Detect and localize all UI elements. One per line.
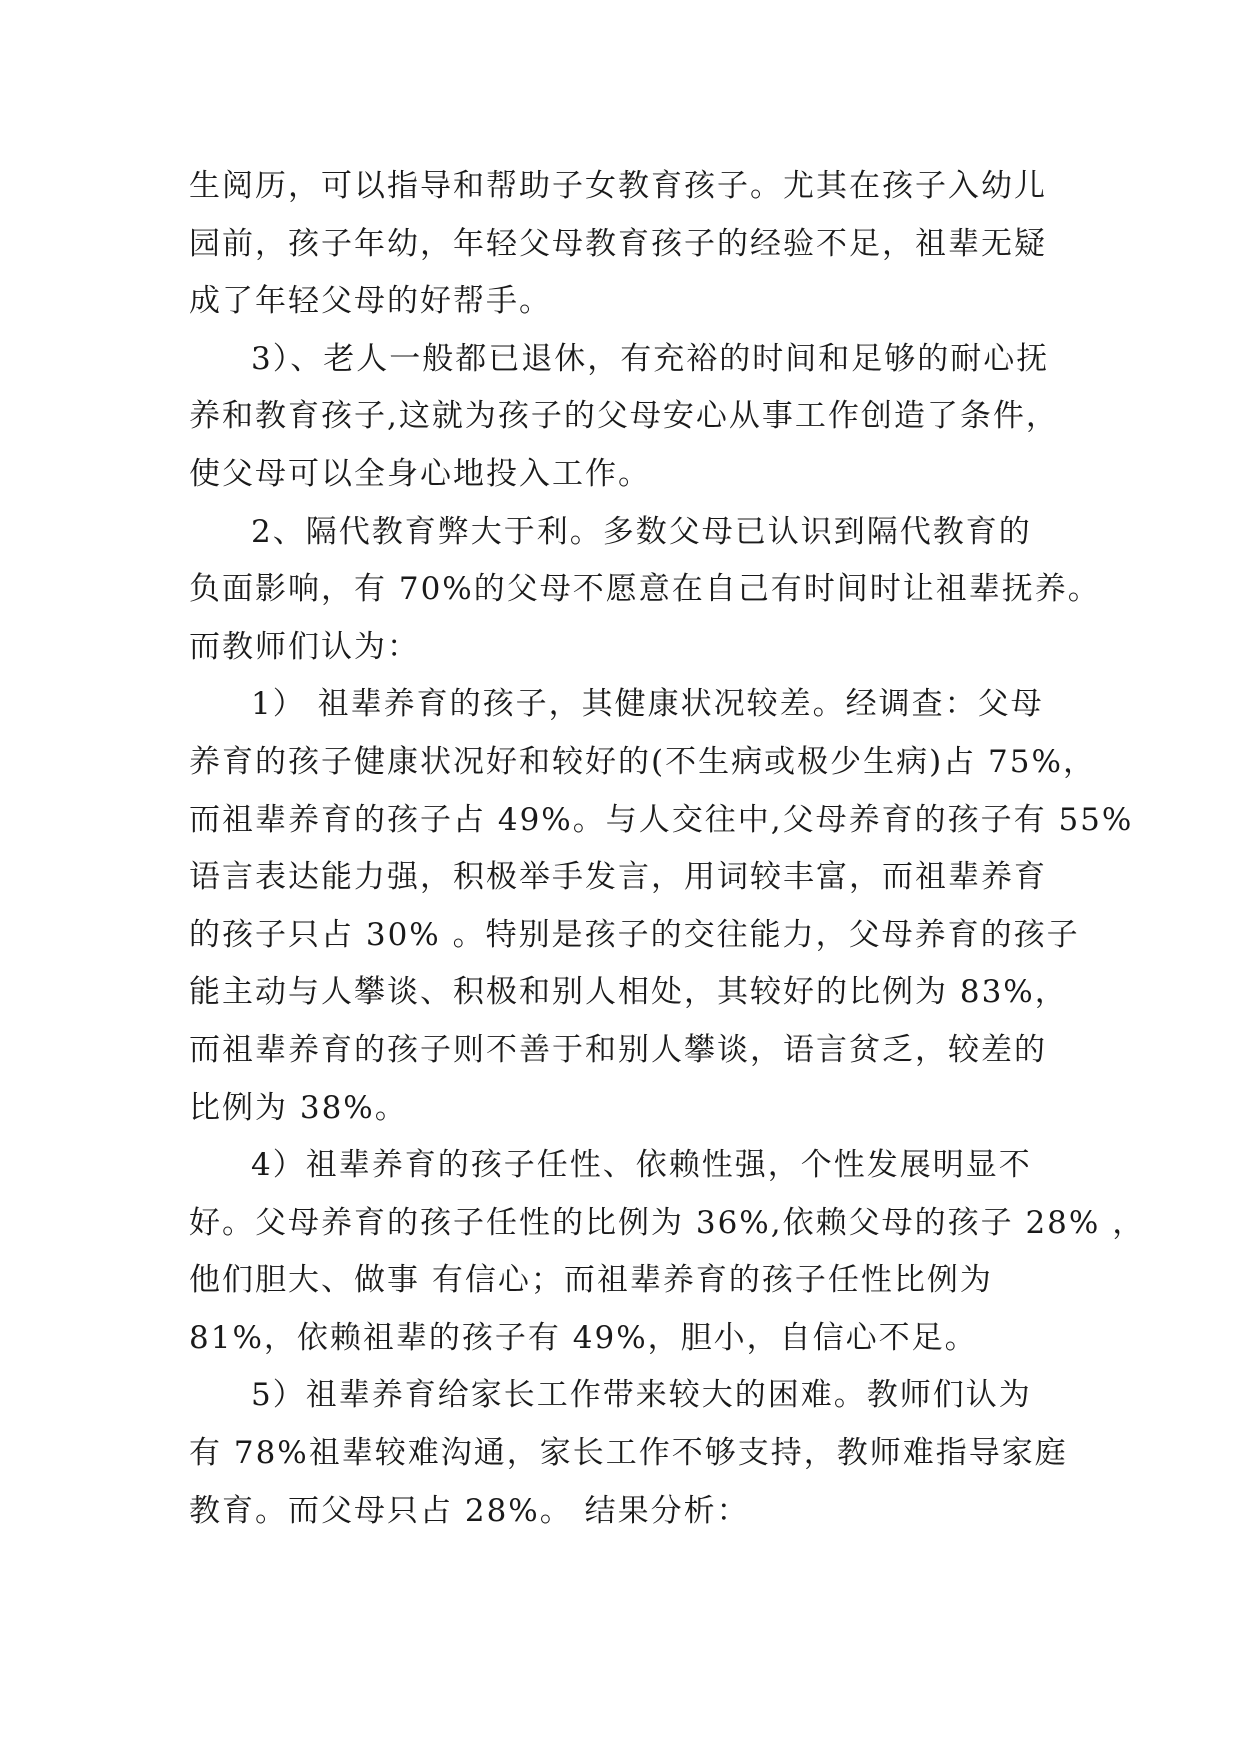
text-line: 比例为 38%。 <box>189 1089 408 1126</box>
text-line: 养育的孩子健康状况好和较好的(不生病或极少生病)占 75%， <box>189 743 1096 780</box>
text-line: 成了年轻父母的好帮手。 <box>189 283 552 320</box>
text-line: 而祖辈养育的孩子占 49%。与人交往中,父母养育的孩子有 55% <box>189 801 1134 838</box>
text-line: 2、隔代教育弊大于利。多数父母已认识到隔代教育的 <box>251 513 1032 550</box>
text-line: 养和教育孩子,这就为孩子的父母安心从事工作创造了条件， <box>189 398 1059 435</box>
text-line: 1） 祖辈养育的孩子，其健康状况较差。经调查：父母 <box>251 686 1044 723</box>
text-line: 的孩子只占 30% 。特别是孩子的交往能力，父母养育的孩子 <box>189 916 1080 953</box>
text-line: 教育。而父母只占 28%。 结果分析： <box>189 1492 750 1529</box>
text-line: 能主动与人攀谈、积极和别人相处，其较好的比例为 83%， <box>189 974 1068 1011</box>
text-line: 4）祖辈养育的孩子任性、依赖性强，个性发展明显不 <box>251 1147 1032 1184</box>
text-line: 而教师们认为： <box>189 628 420 665</box>
text-line: 负面影响，有 70%的父母不愿意在自己有时间时让祖辈抚养。 <box>189 571 1101 608</box>
text-line: 生阅历，可以指导和帮助子女教育孩子。尤其在孩子入幼儿 <box>189 168 1047 204</box>
text-line: 有 78%祖辈较难沟通，家长工作不够支持，教师难指导家庭 <box>189 1435 1068 1472</box>
text-line: 3）、老人一般都已退休，有充裕的时间和足够的耐心抚 <box>251 340 1050 377</box>
text-line: 而祖辈养育的孩子则不善于和别人攀谈，语言贫乏，较差的 <box>189 1031 1047 1068</box>
text-line: 语言表达能力强，积极举手发言，用词较丰富，而祖辈养育 <box>189 859 1047 896</box>
text-line: 使父母可以全身心地投入工作。 <box>189 455 651 492</box>
text-line: 他们胆大、做事 有信心；而祖辈养育的孩子任性比例为 <box>189 1262 993 1299</box>
text-line: 好。父母养育的孩子任性的比例为 36%,依赖父母的孩子 28% ， <box>189 1204 1146 1241</box>
document-body-text <box>189 158 1146 1540</box>
text-line: 园前，孩子年幼，年轻父母教育孩子的经验不足，祖辈无疑 <box>189 225 1047 262</box>
text-line: 81%，依赖祖辈的孩子有 49%，胆小，自信心不足。 <box>189 1319 978 1356</box>
text-line: 5）祖辈养育给家长工作带来较大的困难。教师们认为 <box>251 1377 1032 1414</box>
